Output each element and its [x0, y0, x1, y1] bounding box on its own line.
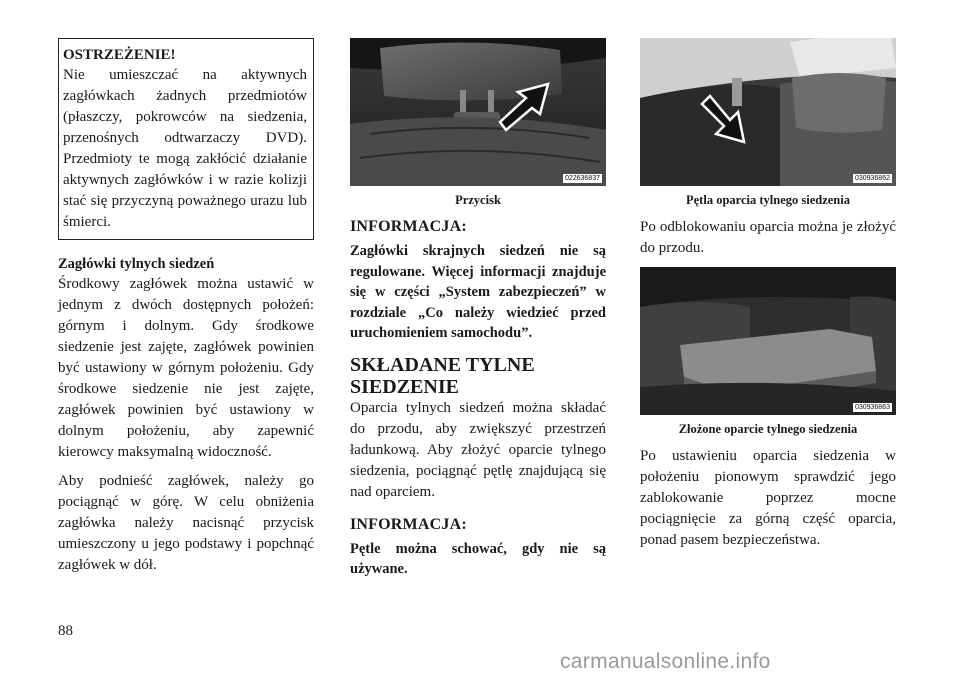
rear-headrests-paragraph: Środkowy zagłówek można ustawić w jednym z dwóch dostępnych położeń: górnym i dolnym. Gdy środkowe siedzenie jest zajęte, zagłówek powinien być ustawiony w górnym położeniu. Gdy środkowe siedzenie nie jest zajęte, zagłówek powinien być ustawiony w dolnym położeniu, aby zapewnić kierowcy maksymalną widoczność.: [58, 276, 314, 460]
column-right: [640, 38, 896, 551]
headrest-button-photo: [350, 38, 606, 186]
raise-lower-paragraph: Aby podnieść zagłówek, należy go pociągnąć w górę. W celu obniżenia zagłówka należy nacisnąć przycisk umieszczony u jego podstawy i popchnąć zagłówek w dół.: [58, 473, 314, 573]
info-text: Zagłówki skrajnych siedzeń nie są regulowane. Więcej informacji znajduje się w części „System zabezpieczeń” w rozdziale „Co należy wiedzieć przed uruchomieniem samochodu”.: [350, 243, 606, 341]
column-left: [58, 38, 314, 576]
folded-seatback-illustration: [640, 267, 896, 415]
image-caption: Pętla oparcia tylnego siedzenia: [686, 193, 850, 207]
info-heading: INFORMACJA:: [350, 218, 467, 235]
seatback-loop-illustration: [640, 38, 896, 186]
warning-box: [58, 38, 314, 240]
watermark: carmanualsonline.info: [560, 650, 771, 673]
image-caption: Przycisk: [455, 193, 501, 207]
headrest-photo-illustration: [350, 38, 606, 186]
page-number: 88: [58, 623, 73, 639]
rear-headrests-heading: Zagłówki tylnych siedzeń: [58, 256, 215, 272]
section-title-line2: SIEDZENIE: [350, 375, 459, 398]
seatback-loop-photo: [640, 38, 896, 186]
folding-seat-paragraph: Oparcia tylnych siedzeń można składać do przodu, aby zwiększyć przestrzeń ładunkową. Aby złożyć oparcie tylnego siedzenia, pociągnąć pętlę znajdującą się nad oparciem.: [350, 399, 606, 500]
warning-text: Nie umieszczać na aktywnych zagłówkach żadnych przedmiotów (płaszczy, pokrowców na siedzenia, przenośnych odtwarzaczy DVD). Przedmioty te mogą zakłócić działanie aktywnych zagłówków i w razie kolizji stać się przyczyną poważnego urazu lub śmierci.: [63, 67, 307, 230]
image-code: 022636837: [564, 175, 600, 182]
image-code: 030936863: [854, 404, 890, 411]
unlock-paragraph: Po odblokowaniu oparcia można je złożyć do przodu.: [640, 219, 896, 256]
image-code: 030936862: [854, 175, 890, 182]
section-title-line1: SKŁADANE TYLNE: [350, 353, 535, 376]
warning-title: OSTRZEŻENIE!: [63, 47, 176, 63]
section-title: [350, 354, 606, 398]
lock-check-paragraph: Po ustawieniu oparcia siedzenia w położeniu pionowym sprawdzić jego zablokowanie poprzez mocne pociągnięcie za górną część oparcia, ponad pasem bezpieczeństwa.: [640, 448, 896, 548]
folded-seatback-photo: [640, 267, 896, 415]
column-middle: [350, 38, 606, 580]
image-caption: Złożone oparcie tylnego siedzenia: [678, 422, 858, 436]
info-text-2: Pętle można schować, gdy nie są używane.: [350, 540, 606, 577]
info-heading-2: INFORMACJA:: [350, 515, 467, 533]
